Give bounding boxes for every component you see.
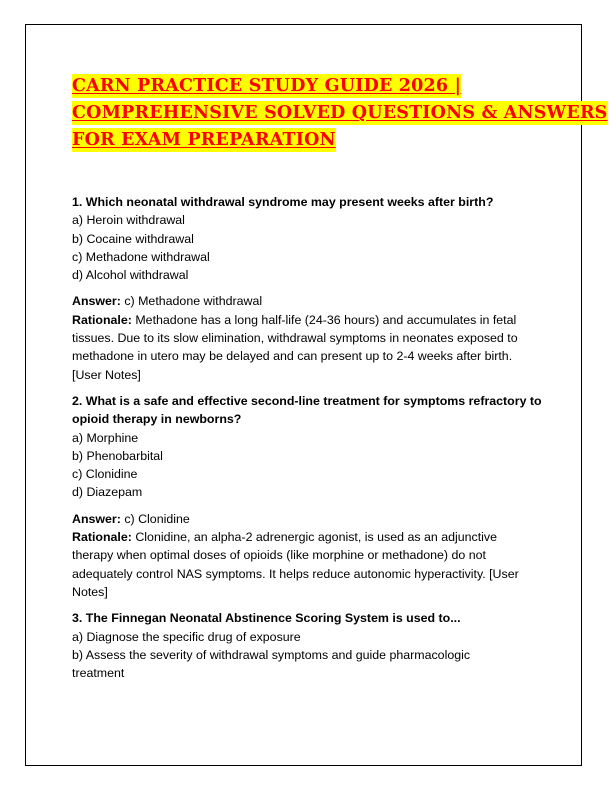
option: a) Heroin withdrawal (72, 213, 185, 228)
answer-line (72, 292, 548, 310)
option: a) Diagnose the specific drug of exposure (72, 629, 301, 644)
answer-label: Answer: (72, 511, 121, 526)
option: b) Phenobarbital (72, 448, 163, 463)
option: d) Diazepam (72, 485, 143, 500)
question-text: 1. Which neonatal withdrawal syndrome may present weeks after birth? (72, 195, 494, 209)
option: b) Assess the severity of withdrawal symptoms and guide pharmacologic (72, 647, 471, 662)
document-title (72, 74, 608, 155)
rationale-label: Rationale: (72, 312, 132, 327)
option: d) Alcohol withdrawal (72, 268, 189, 283)
answer-value: c) Clonidine (124, 511, 190, 526)
rationale-line (72, 311, 548, 329)
title-line: CARN PRACTICE STUDY GUIDE 2026 | (72, 76, 462, 96)
option: b) Cocaine withdrawal (72, 231, 194, 246)
question-1 (72, 193, 548, 384)
question-text: opioid therapy in newborns? (72, 412, 242, 427)
questions-content (72, 193, 548, 682)
rationale-text: tissues. Due to its slow elimination, withdrawal symptoms in neonates exposed to (72, 331, 518, 346)
rationale-text: Methadone has a long half-life (24-36 hours) and accumulates in fetal (135, 312, 517, 327)
rationale-label: Rationale: (72, 530, 132, 545)
question-2 (72, 392, 548, 601)
rationale-text: adequately control NAS symptoms. It helps reduce autonomic hyperactivity. [User (72, 566, 519, 581)
rationale-line (72, 528, 548, 546)
question-3 (72, 609, 548, 682)
rationale-text: [User Notes] (72, 367, 141, 382)
option: a) Morphine (72, 430, 139, 445)
answer-label: Answer: (72, 294, 121, 309)
rationale-text: Notes] (72, 584, 108, 599)
question-text: 2. What is a safe and effective second-line treatment for symptoms refractory to (72, 393, 542, 408)
answer-line (72, 510, 548, 528)
option: c) Methadone withdrawal (72, 249, 210, 264)
option: treatment (72, 666, 125, 681)
rationale-text: Clonidine, an alpha-2 adrenergic agonist, is used as an adjunctive (135, 530, 497, 545)
rationale-text: methadone in utero may be delayed and can present up to 2-4 weeks after birth. (72, 349, 513, 364)
title-line: COMPREHENSIVE SOLVED QUESTIONS & ANSWERS (72, 103, 608, 123)
option: c) Clonidine (72, 467, 138, 482)
answer-value: c) Methadone withdrawal (124, 294, 263, 309)
question-text: 3. The Finnegan Neonatal Abstinence Scoring System is used to... (72, 611, 461, 626)
title-line: FOR EXAM PREPARATION (72, 130, 336, 150)
rationale-text: therapy when optimal doses of opioids (like morphine or methadone) do not (72, 548, 486, 563)
